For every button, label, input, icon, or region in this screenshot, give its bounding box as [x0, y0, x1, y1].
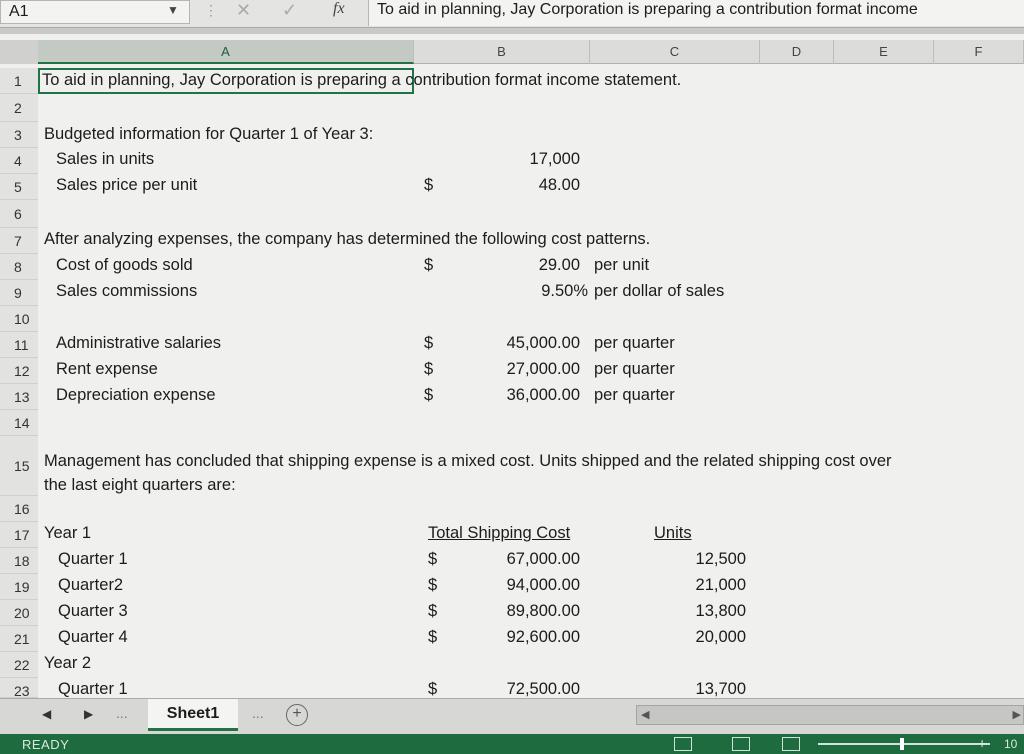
cell-c11[interactable]: 45,000.00: [506, 334, 580, 352]
page-layout-view-icon[interactable]: [732, 737, 750, 751]
zoom-slider[interactable]: [818, 743, 990, 745]
cell-b13[interactable]: $: [424, 386, 434, 404]
cell-d23[interactable]: 13,700: [695, 680, 746, 698]
cell-c8[interactable]: 29.00: [538, 256, 580, 274]
cancel-icon[interactable]: ✕: [236, 0, 252, 20]
scroll-right-icon[interactable]: ▶: [1012, 709, 1021, 721]
column-header-b[interactable]: B: [414, 40, 590, 64]
row-header-21[interactable]: 21: [0, 626, 38, 652]
cell-b18[interactable]: $: [428, 550, 438, 568]
cell-c5[interactable]: 48.00: [538, 176, 580, 194]
zoom-slider-thumb[interactable]: [900, 738, 904, 750]
enter-check-icon[interactable]: ✓: [282, 0, 298, 20]
row-header-18[interactable]: 18: [0, 548, 38, 574]
cell-a17[interactable]: Year 1: [44, 524, 92, 542]
cell-d13[interactable]: per quarter: [594, 386, 675, 404]
cell-a20[interactable]: Quarter 3: [58, 602, 128, 620]
cell-b11[interactable]: $: [424, 334, 434, 352]
column-header-f[interactable]: F: [934, 40, 1024, 64]
row-header-14[interactable]: 14: [0, 410, 38, 436]
cell-b21[interactable]: $: [428, 628, 438, 646]
cell-a23[interactable]: Quarter 1: [58, 680, 128, 698]
cell-b5[interactable]: $: [424, 176, 434, 194]
row-header-8[interactable]: 8: [0, 254, 38, 280]
cell-b19[interactable]: $: [428, 576, 438, 594]
row-header-7[interactable]: 7: [0, 228, 38, 254]
row-header-5[interactable]: 5: [0, 174, 38, 200]
row-header-10[interactable]: 10: [0, 306, 38, 332]
row-header-9[interactable]: 9: [0, 280, 38, 306]
previous-sheet-icon[interactable]: ◀: [42, 707, 52, 721]
cell-a15-line1[interactable]: Management has concluded that shipping expense is a mixed cost. Units shipped and the related shipping cost over: [44, 452, 892, 470]
cell-d12[interactable]: per quarter: [594, 360, 675, 378]
insert-function-icon[interactable]: fx: [333, 0, 345, 17]
cell-a5[interactable]: Sales price per unit: [56, 176, 198, 194]
column-header-a[interactable]: A: [38, 40, 414, 64]
column-header-d[interactable]: D: [760, 40, 834, 64]
column-header-c[interactable]: C: [590, 40, 760, 64]
row-header-6[interactable]: 6: [0, 200, 38, 228]
cell-b12[interactable]: $: [424, 360, 434, 378]
sheet-tab-bar: [0, 698, 1024, 734]
cell-b23[interactable]: $: [428, 680, 438, 698]
column-header-e[interactable]: E: [834, 40, 934, 64]
cell-d11[interactable]: per quarter: [594, 334, 675, 352]
cell-d9[interactable]: per dollar of sales: [594, 282, 725, 300]
row-header-20[interactable]: 20: [0, 600, 38, 626]
sheet-tab-sheet1[interactable]: Sheet1: [148, 699, 238, 731]
cell-a11[interactable]: Administrative salaries: [56, 334, 222, 352]
row-header-1[interactable]: 1: [0, 68, 38, 94]
row-header-19[interactable]: 19: [0, 574, 38, 600]
add-sheet-icon[interactable]: +: [286, 704, 308, 726]
cell-a3[interactable]: Budgeted information for Quarter 1 of Year 3:: [44, 125, 374, 143]
cell-c4[interactable]: 17,000: [529, 150, 580, 168]
cell-a9[interactable]: Sales commissions: [56, 282, 198, 300]
status-ready: READY: [22, 737, 70, 752]
name-box-value: A1: [9, 3, 29, 20]
name-box[interactable]: [0, 0, 190, 24]
row-header-22[interactable]: 22: [0, 652, 38, 678]
column-headers: [0, 40, 1024, 64]
cell-a13[interactable]: Depreciation expense: [56, 386, 216, 404]
cell-d19[interactable]: 21,000: [695, 576, 746, 594]
row-header-15[interactable]: 15: [0, 436, 38, 496]
cell-d21[interactable]: 20,000: [695, 628, 746, 646]
row-header-13[interactable]: 13: [0, 384, 38, 410]
cell-a1[interactable]: To aid in planning, Jay Corporation is preparing a contribution format income statement.: [42, 71, 682, 89]
row-header-23[interactable]: 23: [0, 678, 38, 698]
cell-a18[interactable]: Quarter 1: [58, 550, 128, 568]
cell-b20[interactable]: $: [428, 602, 438, 620]
cell-a21[interactable]: Quarter 4: [58, 628, 128, 646]
normal-view-icon[interactable]: [674, 737, 692, 751]
cell-a22[interactable]: Year 2: [44, 654, 92, 672]
cell-a12[interactable]: Rent expense: [56, 360, 158, 378]
cell-a19[interactable]: Quarter2: [58, 576, 124, 594]
row-header-11[interactable]: 11: [0, 332, 38, 358]
page-break-view-icon[interactable]: [782, 737, 800, 751]
cell-c12[interactable]: 27,000.00: [506, 360, 580, 378]
status-bar: [0, 734, 1024, 754]
more-sheets-left[interactable]: ...: [116, 705, 128, 721]
cell-c19[interactable]: 94,000.00: [506, 576, 580, 594]
cell-a7[interactable]: After analyzing expenses, the company has determined the following cost patterns.: [44, 230, 651, 248]
row-header-12[interactable]: 12: [0, 358, 38, 384]
cell-b8[interactable]: $: [424, 256, 434, 274]
chevron-down-icon[interactable]: ▼: [167, 3, 179, 17]
cell-c13[interactable]: 36,000.00: [506, 386, 580, 404]
cell-d20[interactable]: 13,800: [695, 602, 746, 620]
row-header-16[interactable]: 16: [0, 496, 38, 522]
cell-c18[interactable]: 67,000.00: [506, 550, 580, 568]
zoom-in-icon[interactable]: +: [978, 735, 987, 751]
cell-a8[interactable]: Cost of goods sold: [56, 256, 193, 274]
cell-b17-header[interactable]: Total Shipping Cost: [428, 524, 571, 542]
cell-a4[interactable]: Sales in units: [56, 150, 155, 168]
select-all-corner[interactable]: [0, 40, 38, 64]
row-header-2[interactable]: 2: [0, 94, 38, 122]
vertical-dots-icon: ⋮: [204, 2, 218, 18]
row-header-17[interactable]: 17: [0, 522, 38, 548]
more-sheets-right[interactable]: ...: [252, 705, 264, 721]
row-header-3[interactable]: 3: [0, 122, 38, 148]
scroll-left-icon[interactable]: ◀: [641, 709, 650, 721]
formula-input[interactable]: To aid in planning, Jay Corporation is preparing a contribution format income: [368, 0, 1024, 26]
worksheet-grid[interactable]: [0, 34, 1024, 698]
cell-c23[interactable]: 72,500.00: [506, 680, 580, 698]
cell-c21[interactable]: 92,600.00: [506, 628, 580, 646]
cell-a15-line2[interactable]: the last eight quarters are:: [44, 476, 236, 494]
row-header-4[interactable]: 4: [0, 148, 38, 174]
next-sheet-icon[interactable]: ▶: [84, 707, 94, 721]
horizontal-scrollbar[interactable]: [636, 705, 1024, 725]
formula-bar: [0, 0, 1024, 28]
cell-d17-header[interactable]: Units: [654, 524, 692, 542]
cell-c9[interactable]: 9.50%: [541, 282, 588, 300]
zoom-level[interactable]: 10: [1004, 737, 1018, 751]
cell-d18[interactable]: 12,500: [695, 550, 746, 568]
cell-c20[interactable]: 89,800.00: [506, 602, 580, 620]
cell-d8[interactable]: per unit: [594, 256, 650, 274]
